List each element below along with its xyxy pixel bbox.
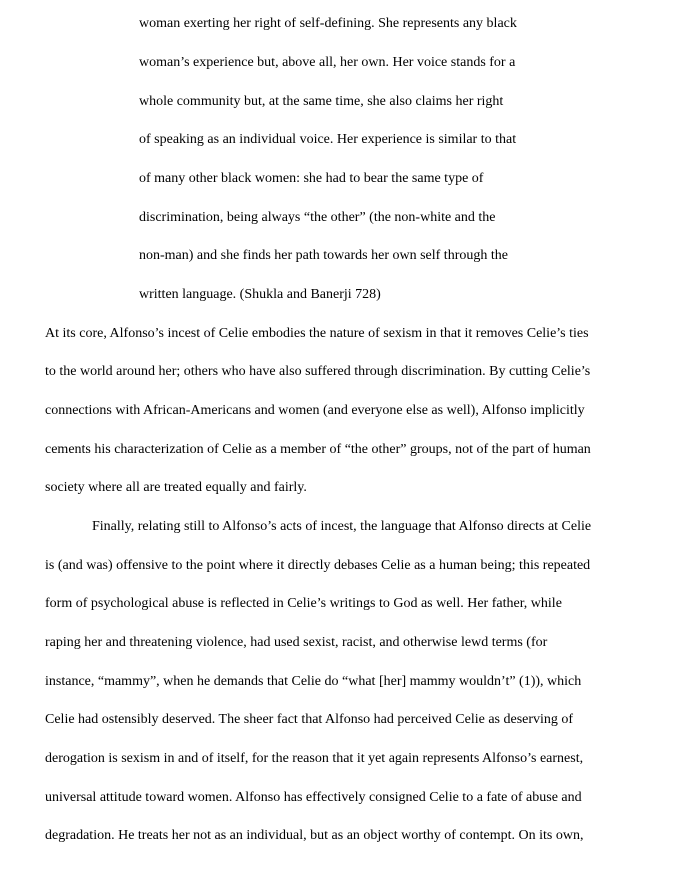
paragraph-line: is (and was) offensive to the point where it directly debases Celie as a human being; this repeated xyxy=(45,558,591,573)
paragraph-line: universal attitude toward women. Alfonso has effectively consigned Celie to a fate of abuse and xyxy=(45,790,582,805)
paragraph-line: At its core, Alfonso’s incest of Celie embodies the nature of sexism in that it removes Celie’s ties xyxy=(45,326,589,341)
paragraph-line: cements his characterization of Celie as a member of “the other” groups, not of the part of human xyxy=(45,442,591,457)
block-quote-line: of speaking as an individual voice. Her experience is similar to that xyxy=(139,132,517,147)
paragraph-line: Celie had ostensibly deserved. The sheer fact that Alfonso had perceived Celie as deserving of xyxy=(45,712,574,727)
block-quote-line: woman’s experience but, above all, her own. Her voice stands for a xyxy=(139,55,516,70)
paragraph-line: connections with African-Americans and women (and everyone else as well), Alfonso implicitly xyxy=(45,403,585,418)
block-quote-line: of many other black women: she had to bear the same type of xyxy=(139,171,484,186)
block-quote-line: discrimination, being always “the other” (the non-white and the xyxy=(139,210,496,225)
block-quote-line: non-man) and she finds her path towards her own self through the xyxy=(139,248,508,263)
paragraph-line: instance, “mammy”, when he demands that Celie do “what [her] mammy wouldn’t” (1)), which xyxy=(45,674,582,689)
paragraph-line: to the world around her; others who have also suffered through discrimination. By cutting Celie’s xyxy=(45,364,591,379)
paragraph-line: derogation is sexism in and of itself, for the reason that it yet again represents Alfonso’s earnest, xyxy=(45,751,584,766)
paragraph-line: degradation. He treats her not as an individual, but as an object worthy of contempt. On its own, xyxy=(45,828,584,843)
block-quote-line: whole community but, at the same time, she also claims her right xyxy=(139,94,504,109)
block-quote-line: written language. (Shukla and Banerji 728) xyxy=(139,287,381,302)
paragraph-line: Finally, relating still to Alfonso’s acts of incest, the language that Alfonso directs at Celie xyxy=(92,519,592,534)
paragraph-line: raping her and threatening violence, had used sexist, racist, and otherwise lewd terms (for xyxy=(45,635,548,650)
paragraph-line: form of psychological abuse is reflected in Celie’s writings to God as well. Her father, while xyxy=(45,596,562,611)
paragraph-line: society where all are treated equally and fairly. xyxy=(45,480,307,495)
block-quote-line: woman exerting her right of self-defining. She represents any black xyxy=(139,16,517,31)
